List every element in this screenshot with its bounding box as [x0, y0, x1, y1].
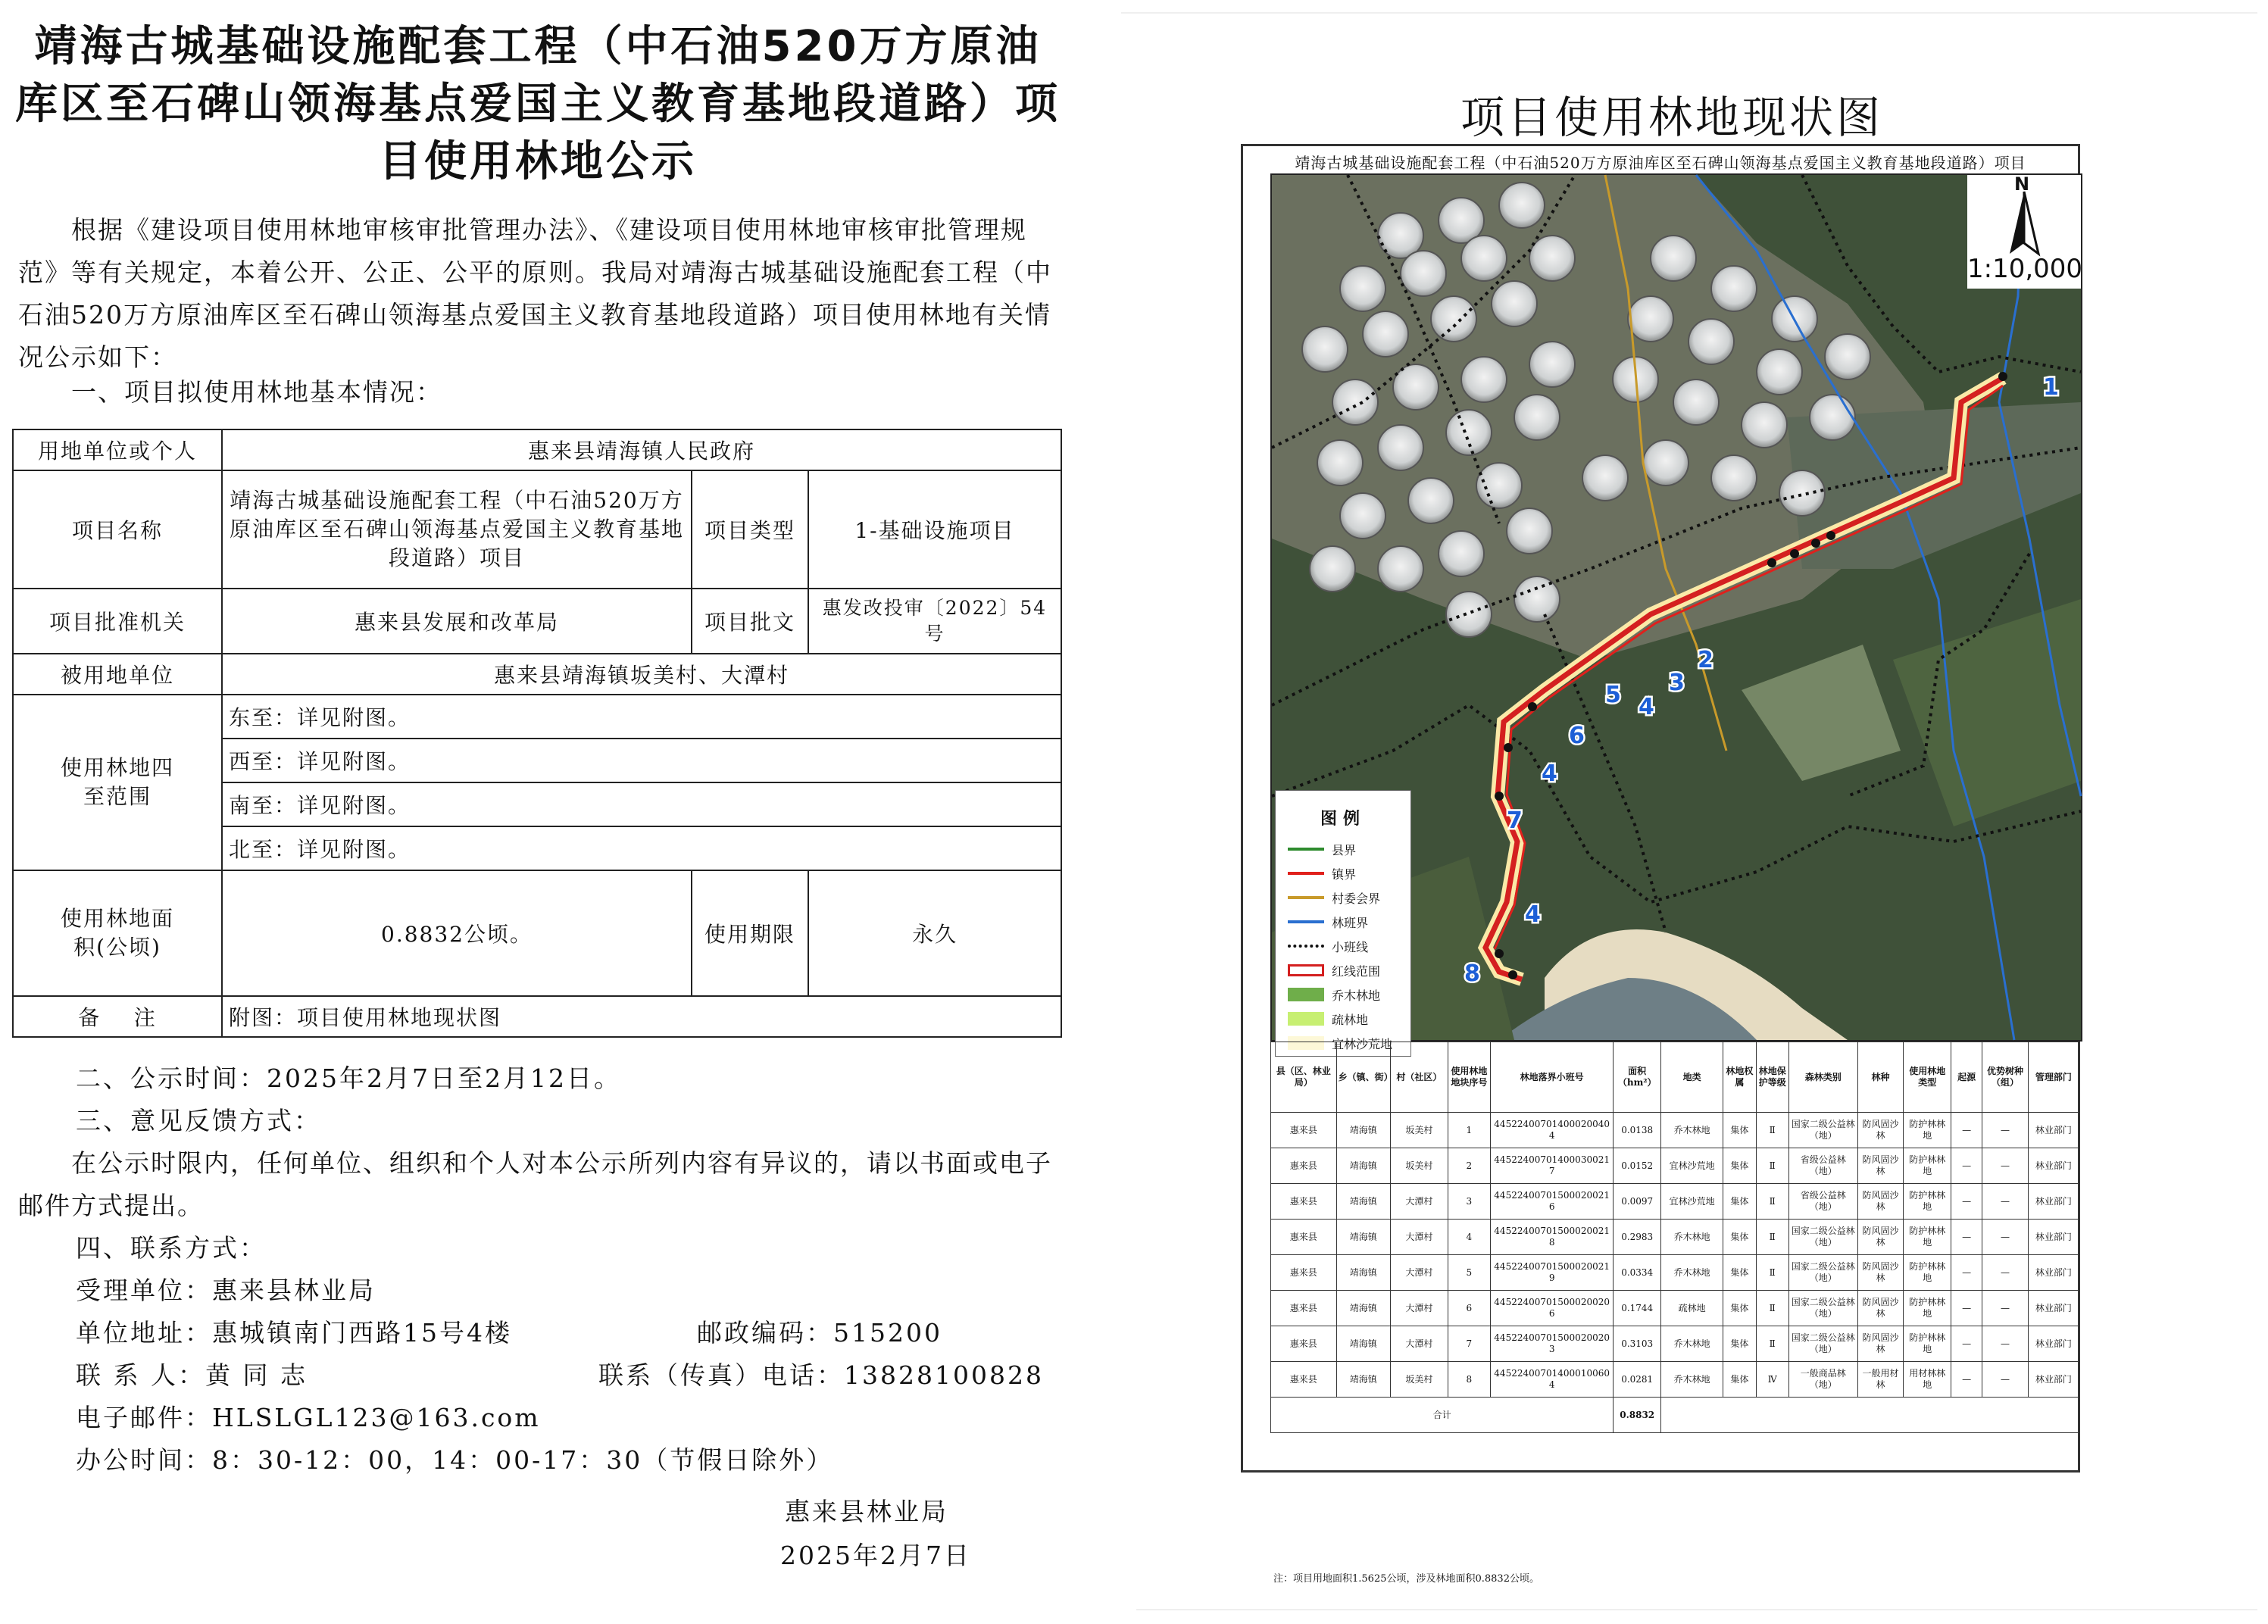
oil-tank: [1431, 296, 1476, 342]
table-header-cell: 林地权属: [1723, 1042, 1756, 1113]
table-cell: 8: [1448, 1362, 1490, 1398]
parcel-marker-7: 7: [1507, 807, 1523, 834]
table-cell: 林业部门: [2028, 1326, 2079, 1362]
approval-doc-label: 项目批文: [692, 589, 808, 654]
oil-tank: [1461, 357, 1507, 402]
table-cell: 防风固沙林: [1857, 1291, 1904, 1326]
term-label: 使用期限: [692, 870, 808, 996]
table-cell: 大潭村: [1390, 1255, 1448, 1291]
table-cell: 1: [1448, 1113, 1490, 1148]
forest-land-table-body: [1271, 1042, 2079, 1433]
map-legend: [1275, 790, 1411, 1057]
oil-tank: [1643, 440, 1689, 486]
notice-panel: [0, 0, 1076, 1624]
parcel-point: [1495, 792, 1504, 801]
table-cell: —: [1951, 1184, 1982, 1220]
legend-label: 疏林地: [1332, 1012, 1369, 1027]
table-cell: 防护林林地: [1904, 1113, 1951, 1148]
oil-tank: [1302, 326, 1348, 372]
table-header-cell: 起源: [1951, 1042, 1982, 1113]
table-cell: 靖海镇: [1336, 1291, 1390, 1326]
table-cell: 惠来县: [1271, 1291, 1337, 1326]
table-cell: 防风固沙林: [1857, 1255, 1904, 1291]
table-cell: 4: [1448, 1220, 1490, 1255]
table-cell: 防护林林地: [1904, 1326, 1951, 1362]
table-cell: 省级公益林（地）: [1788, 1184, 1857, 1220]
parcel-point: [1811, 539, 1820, 548]
oil-tank: [1514, 395, 1560, 440]
section-1-heading: 一、项目拟使用林地基本情况：: [71, 377, 442, 407]
parcel-marker-4: 4: [1525, 901, 1541, 928]
oil-tank: [1393, 364, 1439, 410]
oil-tank: [1378, 546, 1423, 592]
table-cell: —: [1951, 1362, 1982, 1398]
table-cell: 44522400701500020021 9: [1491, 1255, 1614, 1291]
table-cell: 集体: [1723, 1148, 1756, 1184]
oil-tank: [1689, 319, 1734, 364]
table-cell: 大潭村: [1390, 1291, 1448, 1326]
phone-line: 联系（传真）电话：13828100828: [598, 1360, 1044, 1390]
map-frame: [1241, 144, 2083, 1585]
table-cell: 2: [1448, 1148, 1490, 1184]
table-cell: 省级公益林（地）: [1788, 1148, 1857, 1184]
postcode-line: 邮政编码：515200: [697, 1318, 942, 1348]
table-cell: —: [1982, 1255, 2029, 1291]
land-unit-value: 惠来县靖海镇坂美村、大潭村: [222, 654, 1061, 695]
legend-swatch: [1288, 988, 1324, 1001]
table-cell: 乔木林地: [1661, 1255, 1723, 1291]
table-header-cell: 优势树种（组）: [1982, 1042, 2029, 1113]
legend-items: [1276, 837, 1410, 1055]
table-cell: —: [1951, 1255, 1982, 1291]
table-cell: —: [1982, 1291, 2029, 1326]
table-cell: Ⅱ: [1756, 1326, 1788, 1362]
signature: 惠来县林业局: [785, 1497, 948, 1526]
map-panel: [1076, 0, 2268, 1624]
legend-swatch: [1288, 1012, 1324, 1026]
table-header-row: [1271, 1042, 2079, 1113]
table-cell: 集体: [1723, 1362, 1756, 1398]
oil-tank: [1363, 311, 1408, 357]
table-cell: 6: [1448, 1291, 1490, 1326]
legend-label: 宜林沙荒地: [1332, 1036, 1393, 1051]
oil-tank: [1446, 410, 1492, 455]
table-cell: 5: [1448, 1255, 1490, 1291]
table-cell: Ⅱ: [1756, 1255, 1788, 1291]
oil-tank: [1529, 342, 1575, 387]
project-info-table: [12, 429, 1062, 1038]
legend-label: 县界: [1332, 842, 1357, 857]
table-cell: 坂美村: [1390, 1362, 1448, 1398]
table-cell: 林业部门: [2028, 1113, 2079, 1148]
table-cell: 林业部门: [2028, 1291, 2079, 1326]
table-header-cell: 县（区、林业局）: [1271, 1042, 1337, 1113]
table-cell: 44522400701400010060 4: [1491, 1362, 1614, 1398]
table-cell: 集体: [1723, 1220, 1756, 1255]
table-cell: 44522400701400030021 7: [1491, 1148, 1614, 1184]
table-cell: 国家二级公益林（地）: [1788, 1113, 1857, 1148]
legend-item: [1276, 861, 1410, 885]
parcel-marker-3: 3: [1669, 670, 1685, 696]
table-cell: 惠来县: [1271, 1220, 1337, 1255]
table-cell: 0.0281: [1614, 1362, 1661, 1398]
oil-tank: [1514, 576, 1560, 622]
table-cell: 0.0097: [1614, 1184, 1661, 1220]
table-cell: Ⅳ: [1756, 1362, 1788, 1398]
table-cell: 国家二级公益林（地）: [1788, 1255, 1857, 1291]
table-header-cell: 森林类别: [1788, 1042, 1857, 1113]
oil-tank: [1446, 592, 1492, 637]
oil-tank: [1332, 379, 1378, 425]
oil-tank: [1582, 455, 1628, 501]
project-name-label: 项目名称: [13, 470, 222, 589]
parcel-point: [1998, 372, 2007, 381]
bound-south: 南至：详见附图。: [222, 782, 1061, 826]
table-cell: 防护林林地: [1904, 1291, 1951, 1326]
signature-date: 2025年2月7日: [780, 1541, 971, 1570]
oil-tank: [1810, 395, 1855, 440]
table-cell: 0.0138: [1614, 1113, 1661, 1148]
section-2-publicity-period: 二、公示时间：2025年2月7日至2月12日。: [76, 1063, 621, 1093]
parcel-point: [1767, 558, 1776, 567]
table-header-cell: 面积（hm²）: [1614, 1042, 1661, 1113]
map-caption: 靖海古城基础设施配套工程（中石油520万方原油库区至石碑山领海基点爱国主义教育基地段道路）项目: [1295, 154, 2026, 172]
table-header-cell: 村（社区）: [1390, 1042, 1448, 1113]
table-cell: Ⅱ: [1756, 1220, 1788, 1255]
oil-tank: [1651, 236, 1696, 281]
notice-title: 靖海古城基础设施配套工程（中石油520万方原油库区至石碑山领海基点爱国主义教育基地段道路）项目使用林地公示: [15, 22, 1061, 186]
legend-swatch: [1288, 848, 1324, 851]
oil-tank: [1340, 266, 1385, 311]
table-cell: 靖海镇: [1336, 1255, 1390, 1291]
table-cell: —: [1982, 1220, 2029, 1255]
total-value: 0.8832: [1614, 1398, 1661, 1433]
project-type-label: 项目类型: [692, 470, 808, 589]
oil-tank: [1439, 531, 1484, 576]
legend-item: [1276, 885, 1410, 910]
approver-value: 惠来县发展和改革局: [222, 589, 692, 654]
legend-item: [1276, 958, 1410, 982]
oil-tank: [1529, 236, 1575, 281]
parcel-point: [1495, 949, 1504, 958]
table-cell: —: [1982, 1326, 2029, 1362]
table-cell: 靖海镇: [1336, 1148, 1390, 1184]
contact-line: 联 系 人：黄 同 志: [76, 1360, 308, 1390]
remark-value: 附图：项目使用林地现状图: [222, 996, 1061, 1037]
oil-tank: [1476, 463, 1522, 508]
legend-item: [1276, 837, 1410, 861]
table-cell: 7: [1448, 1326, 1490, 1362]
table-header-cell: 乡（镇、街）: [1336, 1042, 1390, 1113]
table-cell: 防护林林地: [1904, 1255, 1951, 1291]
dept-line: 受理单位：惠来县林业局: [76, 1276, 376, 1305]
total-label: 合计: [1271, 1398, 1614, 1433]
oil-tank: [1711, 266, 1757, 311]
oil-tank: [1825, 334, 1870, 379]
oil-tank: [1401, 251, 1446, 296]
legend-swatch: [1288, 872, 1324, 875]
applicant-value: 惠来县靖海镇人民政府: [222, 429, 1061, 470]
table-header-cell: 使用林地地块序号: [1448, 1042, 1490, 1113]
table-cell: 乔木林地: [1661, 1362, 1723, 1398]
table-cell: 防风固沙林: [1857, 1113, 1904, 1148]
area-value: 0.8832公顷。: [222, 870, 692, 996]
legend-label: 小班线: [1332, 939, 1369, 954]
legend-label: 镇界: [1332, 867, 1357, 882]
table-cell: 国家二级公益林（地）: [1788, 1291, 1857, 1326]
oil-tank: [1408, 478, 1454, 523]
table-cell: 靖海镇: [1336, 1184, 1390, 1220]
table-cell: 44522400701500020021 8: [1491, 1220, 1614, 1255]
table-cell: 林业部门: [2028, 1220, 2079, 1255]
table-cell: —: [1951, 1291, 1982, 1326]
table-cell: 集体: [1723, 1184, 1756, 1220]
address-line: 单位地址：惠城镇南门西路15号4楼: [76, 1318, 512, 1348]
table-cell: 坂美村: [1390, 1113, 1448, 1148]
section-4-heading: 四、联系方式：: [76, 1233, 267, 1263]
forest-land-table: [1270, 1042, 2079, 1433]
table-header-cell: 地类: [1661, 1042, 1723, 1113]
legend-title: 图例: [1320, 809, 1366, 829]
applicant-label: 用地单位或个人: [13, 429, 222, 470]
table-cell: Ⅱ: [1756, 1148, 1788, 1184]
table-cell: 靖海镇: [1336, 1220, 1390, 1255]
table-cell: 集体: [1723, 1291, 1756, 1326]
table-cell: 宜林沙荒地: [1661, 1148, 1723, 1184]
table-cell: Ⅱ: [1756, 1184, 1788, 1220]
area-label: 使用林地面积(公顷): [13, 870, 222, 996]
table-row: [1271, 1220, 2079, 1255]
table-cell: 44522400701500020020 6: [1491, 1291, 1614, 1326]
table-cell: 防风固沙林: [1857, 1220, 1904, 1255]
oil-tank: [1507, 508, 1552, 554]
office-hours-line: 办公时间：8：30-12：00，14：00-17：30（节假日除外）: [76, 1445, 834, 1475]
table-cell: 林业部门: [2028, 1362, 2079, 1398]
section-3-heading: 三、意见反馈方式：: [76, 1106, 321, 1135]
feedback-paragraph: 在公示时限内，任何单位、组织和个人对本公示所列内容有异议的，请以书面或电子邮件方式提出。: [18, 1148, 1052, 1220]
legend-swatch: [1288, 964, 1324, 976]
north-arrow-label: N: [2014, 173, 2030, 195]
legend-item: [1276, 934, 1410, 958]
email-line: 电子邮件：HLSLGL123@163.com: [76, 1403, 541, 1432]
oil-tank: [1742, 402, 1787, 448]
table-cell: Ⅱ: [1756, 1113, 1788, 1148]
project-type-value: 1-基础设施项目: [808, 470, 1061, 589]
table-cell: 44522400701400020040 4: [1491, 1113, 1614, 1148]
table-total-row: [1271, 1398, 2079, 1433]
bound-west: 西至：详见附图。: [222, 739, 1061, 782]
table-cell: 疏林地: [1661, 1291, 1723, 1326]
table-cell: 宜林沙荒地: [1661, 1184, 1723, 1220]
table-cell: 乔木林地: [1661, 1220, 1723, 1255]
oil-tank: [1499, 183, 1545, 228]
table-cell: —: [1951, 1113, 1982, 1148]
table-cell: Ⅱ: [1756, 1291, 1788, 1326]
table-cell: 林业部门: [2028, 1148, 2079, 1184]
scale-north-box: [1967, 175, 2081, 289]
table-cell: —: [1951, 1220, 1982, 1255]
legend-item: [1276, 910, 1410, 934]
table-cell: 0.0334: [1614, 1255, 1661, 1291]
table-row: [1271, 1184, 2079, 1220]
oil-tank: [1711, 455, 1757, 501]
remark-label: 备 注: [13, 996, 222, 1037]
oil-tank: [1779, 470, 1825, 516]
table-cell: 集体: [1723, 1255, 1756, 1291]
parcel-marker-5: 5: [1605, 682, 1621, 708]
bound-east: 东至：详见附图。: [222, 695, 1061, 739]
table-row: [1271, 1148, 2079, 1184]
parcel-marker-4: 4: [1639, 694, 1654, 720]
table-cell: 防护林林地: [1904, 1220, 1951, 1255]
parcel-marker-8: 8: [1464, 960, 1480, 987]
table-row: [1271, 1255, 2079, 1291]
oil-tank: [1378, 425, 1423, 470]
table-cell: 0.2983: [1614, 1220, 1661, 1255]
table-cell: 0.1744: [1614, 1291, 1661, 1326]
parcel-point: [1528, 702, 1537, 711]
legend-swatch: [1288, 920, 1324, 923]
table-cell: 0.0152: [1614, 1148, 1661, 1184]
table-cell: 乔木林地: [1661, 1326, 1723, 1362]
oil-tank: [1757, 349, 1802, 395]
table-cell: 惠来县: [1271, 1148, 1337, 1184]
legend-swatch: [1288, 896, 1324, 899]
table-header-cell: 林种: [1857, 1042, 1904, 1113]
table-cell: 防风固沙林: [1857, 1326, 1904, 1362]
satellite-map: [1270, 173, 2083, 1051]
table-cell: 乔木林地: [1661, 1113, 1723, 1148]
table-cell: 防风固沙林: [1857, 1184, 1904, 1220]
table-cell: 一般用材林: [1857, 1362, 1904, 1398]
bounds-label: 使用林地四至范围: [13, 695, 222, 870]
table-row: [1271, 1362, 2079, 1398]
oil-tank: [1340, 493, 1385, 539]
intro-paragraph: 根据《建设项目使用林地审核审批管理办法》、《建设项目使用林地审核审批管理规范》等有关规定，本着公开、公正、公平的原则。我局对靖海古城基础设施配套工程（中石油520万方原油库区至石碑山领海基点爱国主义教育基地段道路）项目使用林地有关情况公示如下：: [18, 215, 1052, 372]
table-cell: —: [1982, 1362, 2029, 1398]
table-cell: 大潭村: [1390, 1326, 1448, 1362]
parcel-point: [1790, 549, 1799, 558]
table-cell: 防护林林地: [1904, 1148, 1951, 1184]
table-cell: 集体: [1723, 1326, 1756, 1362]
table-cell: 用材林林地: [1904, 1362, 1951, 1398]
table-cell: 惠来县: [1271, 1184, 1337, 1220]
parcel-marker-1: 1: [2043, 374, 2059, 401]
table-cell: 林业部门: [2028, 1255, 2079, 1291]
table-row: [1271, 1291, 2079, 1326]
map-scale: 1:10,000: [1967, 254, 2083, 284]
table-cell: 坂美村: [1390, 1148, 1448, 1184]
table-cell: 靖海镇: [1336, 1113, 1390, 1148]
table-cell: 44522400701500020020 3: [1491, 1326, 1614, 1362]
legend-swatch: [1288, 945, 1324, 948]
table-cell: —: [1982, 1113, 2029, 1148]
table-cell: 一般商品林（地）: [1788, 1362, 1857, 1398]
table-cell: 惠来县: [1271, 1255, 1337, 1291]
oil-tank: [1317, 440, 1363, 486]
table-header-cell: 管理部门: [2028, 1042, 2079, 1113]
legend-item: [1276, 982, 1410, 1007]
legend-label: 红线范围: [1332, 963, 1381, 979]
oil-tank: [1673, 379, 1719, 425]
legend-label: 乔木林地: [1332, 988, 1381, 1003]
table-cell: 0.3103: [1614, 1326, 1661, 1362]
legend-label: 村委会界: [1332, 891, 1381, 906]
table-cell: 防风固沙林: [1857, 1148, 1904, 1184]
table-row: [1271, 1326, 2079, 1362]
table-cell: 大潭村: [1390, 1220, 1448, 1255]
table-cell: 林业部门: [2028, 1184, 2079, 1220]
parcel-marker-2: 2: [1698, 647, 1713, 673]
parcel-marker-6: 6: [1569, 723, 1585, 749]
legend-item: [1276, 1007, 1410, 1031]
land-unit-label: 被用地单位: [13, 654, 222, 695]
total-blank: [1661, 1398, 2079, 1433]
oil-tank: [1628, 296, 1673, 342]
term-value: 永久: [808, 870, 1061, 996]
table-cell: 惠来县: [1271, 1113, 1337, 1148]
table-cell: 集体: [1723, 1113, 1756, 1148]
table-cell: 国家二级公益林（地）: [1788, 1326, 1857, 1362]
table-header-cell: 林地落界小班号: [1491, 1042, 1614, 1113]
map-heading: 项目使用林地现状图: [1460, 92, 1883, 143]
table-cell: —: [1951, 1326, 1982, 1362]
table-note: 注：项目用地面积1.5625公顷，涉及林地面积0.8832公顷。: [1273, 1573, 1539, 1585]
oil-tank: [1492, 281, 1537, 326]
oil-tank: [1461, 236, 1507, 281]
parcel-marker-4: 4: [1542, 760, 1557, 787]
table-cell: 3: [1448, 1184, 1490, 1220]
table-cell: 靖海镇: [1336, 1326, 1390, 1362]
oil-tank: [1310, 546, 1355, 592]
legend-label: 林班界: [1332, 915, 1369, 930]
table-cell: —: [1982, 1148, 2029, 1184]
bound-north: 北至：详见附图。: [222, 826, 1061, 870]
table-cell: 惠来县: [1271, 1326, 1337, 1362]
table-cell: —: [1982, 1184, 2029, 1220]
table-cell: 靖海镇: [1336, 1362, 1390, 1398]
table-cell: 惠来县: [1271, 1362, 1337, 1398]
table-cell: 44522400701500020021 6: [1491, 1184, 1614, 1220]
approver-label: 项目批准机关: [13, 589, 222, 654]
project-name-value: 靖海古城基础设施配套工程（中石油520万方原油库区至石碑山领海基点爱国主义教育基地段道路）项目: [222, 470, 692, 589]
table-cell: 国家二级公益林（地）: [1788, 1220, 1857, 1255]
table-cell: 防护林林地: [1904, 1184, 1951, 1220]
parcel-point: [1504, 743, 1513, 752]
table-header-cell: 林地保护等级: [1756, 1042, 1788, 1113]
parcel-point: [1826, 531, 1835, 540]
approval-doc-value: 惠发改投审〔2022〕54号: [808, 589, 1061, 654]
table-row: [1271, 1113, 2079, 1148]
parcel-point: [1508, 970, 1517, 979]
table-cell: 大潭村: [1390, 1184, 1448, 1220]
table-header-cell: 使用林地类型: [1904, 1042, 1951, 1113]
table-cell: —: [1951, 1148, 1982, 1184]
